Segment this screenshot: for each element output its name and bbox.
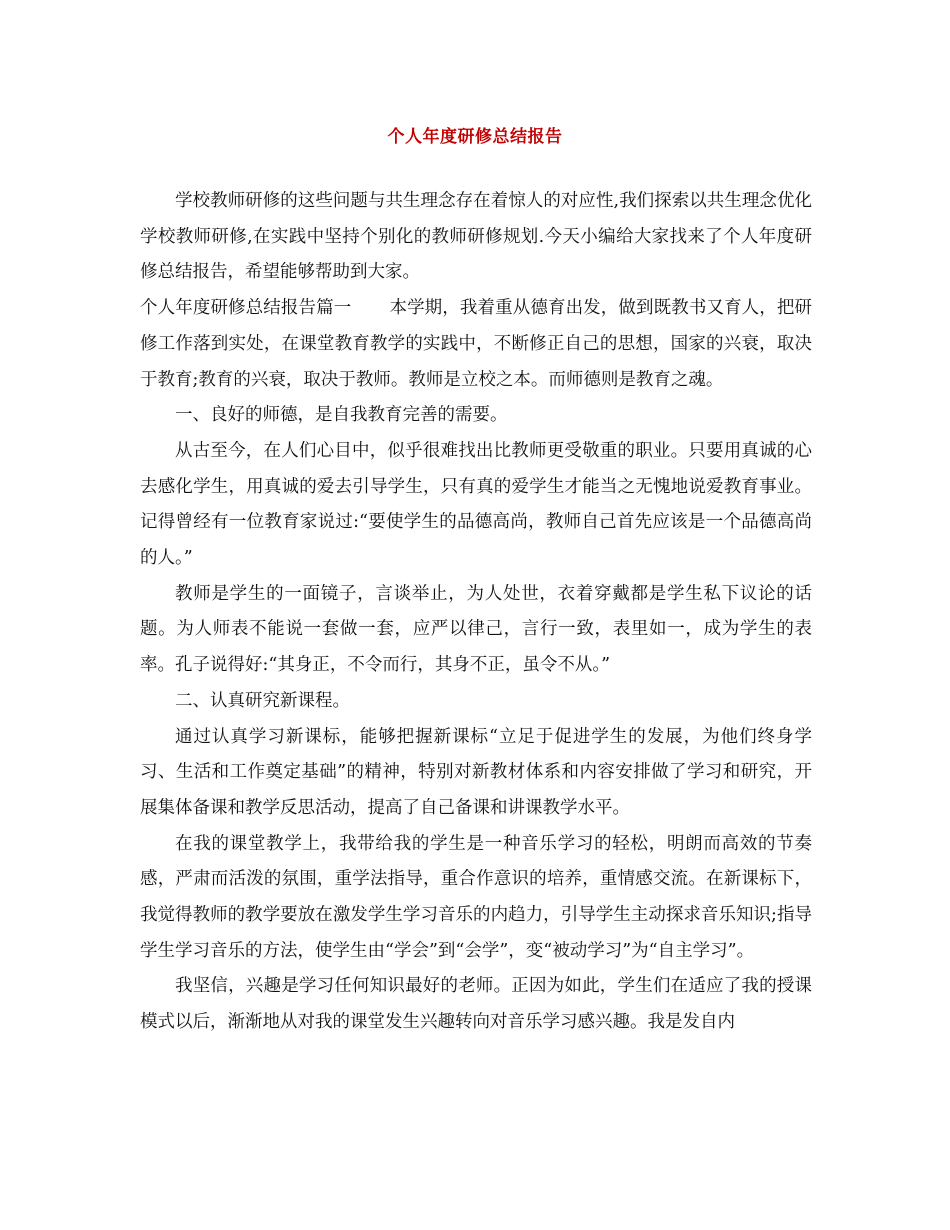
section-paragraph: [140, 291, 812, 398]
body-paragraph: 一、良好的师德，是自我教育完善的需要。: [175, 405, 508, 426]
body-paragraph: 在我的课堂教学上，我带给我的学生是一种音乐学习的轻松，明朗而高效的节奏感，严肃而活泼的氛围，重学法指导，重合作意识的培养，重情感交流。在新课标下，我觉得教师的教学要放在激发学生学习音乐的内趋力，引导学生主动探求音乐知识;指导学生学习音乐的方法，使学生由“学会”到“会学”，变“被动学习”为“自主学习”。: [140, 833, 812, 961]
document-title: 个人年度研修总结报告: [387, 127, 563, 147]
body-paragraph: 通过认真学习新课标，能够把握新课标“立足于促进学生的发展，为他们终身学习、生活和工作奠定基础”的精神，特别对新教材体系和内容安排做了学习和研究，开展集体备课和教学反思活动，提高了自己备课和讲课教学水平。: [140, 726, 812, 818]
body-paragraph: 我坚信，兴趣是学习任何知识最好的老师。正因为如此，学生们在适应了我的授课模式以后，渐渐地从对我的课堂发生兴趣转向对音乐学习感兴趣。我是发自内: [140, 976, 812, 1033]
body-paragraph: 从古至今，在人们心目中，似乎很难找出比教师更受敬重的职业。只要用真诚的心去感化学生，用真诚的爱去引导学生，只有真的爱学生才能当之无愧地说爱教育事业。记得曾经有一位教育家说过:“要使学生的品德高尚，教师自己首先应该是一个品德高尚的人。”: [140, 440, 812, 569]
body-paragraph: 教师是学生的一面镜子，言谈举止，为人处世，衣着穿戴都是学生私下议论的话题。为人师表不能说一套做一套，应严以律己，言行一致，表里如一，成为学生的表率。孔子说得好:“其身正，不令而行，其身不正，虽令不从。”: [140, 583, 812, 676]
section-heading: 个人年度研修总结报告篇一: [140, 298, 352, 319]
document-body: [140, 184, 812, 1041]
body-paragraph: 二、认真研究新课程。: [175, 690, 350, 711]
section-first-paragraph: 本学期，我着重从德育出发，做到既教书又育人，把研修工作落到实处，在课堂教育教学的实践中，不断修正自己的思想，国家的兴衰，取决于教育;教育的兴衰，取决于教师。教师是立校之本。而师德则是教育之魂。: [140, 298, 813, 390]
intro-paragraph: 学校教师研修的这些问题与共生理念存在着惊人的对应性,我们探索以共生理念优化学校教师研修,在实践中坚持个别化的教师研修规划.今天小编给大家找来了个人年度研修总结报告，希望能够帮助到大家。: [140, 191, 812, 283]
